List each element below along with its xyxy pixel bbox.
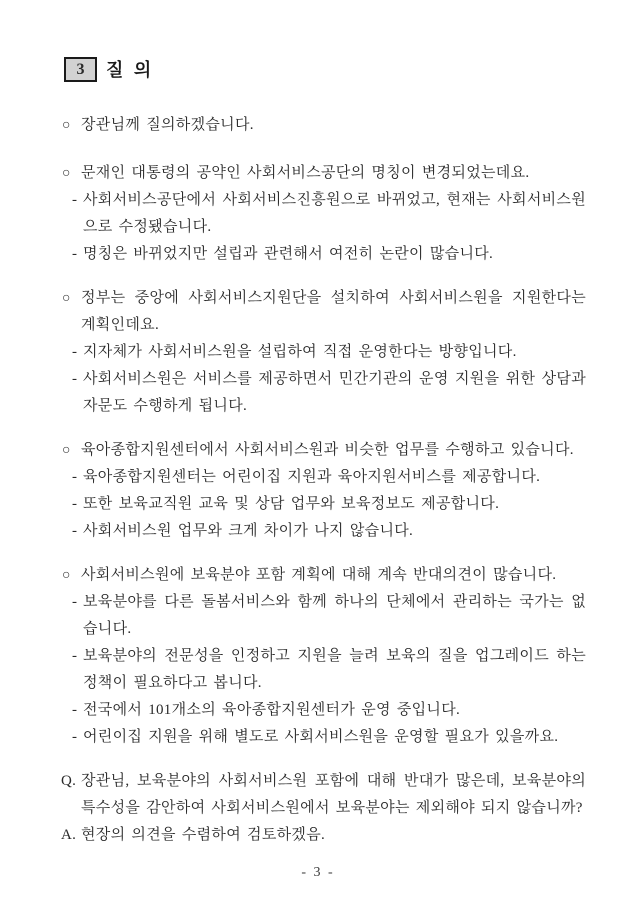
paragraph-block <box>50 437 586 545</box>
list-item <box>50 464 586 491</box>
item-text: 육아종합지원센터에서 사회서비스원과 비슷한 업무를 수행하고 있습니다. <box>81 442 574 458</box>
item-text: 지자체가 사회서비스원을 설립하여 직접 운영한다는 방향입니다. <box>83 344 517 360</box>
item-marker: - <box>72 523 78 539</box>
list-item <box>50 241 586 268</box>
section-number-box: 3 <box>64 57 97 82</box>
item-marker: - <box>72 192 78 208</box>
list-item <box>50 724 586 751</box>
list-item <box>50 187 586 241</box>
item-marker: - <box>72 729 78 745</box>
item-text: 보육분야를 다른 돌봄서비스와 함께 하나의 단체에서 관리하는 국가는 없습니다. <box>83 594 586 637</box>
paragraph-block <box>50 112 586 139</box>
page-number: - 3 - <box>301 865 335 880</box>
paragraph-block <box>50 160 586 268</box>
list-item <box>50 437 586 464</box>
list-item <box>50 491 586 518</box>
item-text: 현장의 의견을 수렴하여 검토하겠음. <box>81 827 326 843</box>
item-marker: - <box>72 702 78 718</box>
list-item <box>50 768 586 822</box>
item-marker: ○ <box>62 291 71 306</box>
item-text: 사회서비스원에 보육분야 포함 계획에 대해 계속 반대의견이 많습니다. <box>81 567 557 583</box>
document-body <box>50 112 586 849</box>
item-marker: - <box>72 469 78 485</box>
paragraph-block <box>50 285 586 420</box>
list-item <box>50 366 586 420</box>
list-item <box>50 562 586 589</box>
list-item <box>50 160 586 187</box>
item-marker: - <box>72 344 78 360</box>
item-text: 문재인 대통령의 공약인 사회서비스공단의 명칭이 변경되었는데요. <box>81 165 530 181</box>
item-text: 육아종합지원센터는 어린이집 지원과 육아지원서비스를 제공합니다. <box>83 469 541 485</box>
item-marker: A. <box>61 827 77 843</box>
item-marker: ○ <box>62 443 71 458</box>
section-header <box>64 56 586 82</box>
item-text: 사회서비스원 업무와 크게 차이가 나지 않습니다. <box>83 523 414 539</box>
paragraph-block <box>50 768 586 849</box>
item-text: 장관님, 보육분야의 사회서비스원 포함에 대해 반대가 많은데, 보육분야의 특수성을 감안하여 사회서비스원에서 보육분야는 제외해야 되지 않습니까? <box>81 773 586 816</box>
item-text: 또한 보육교직원 교육 및 상담 업무와 보육정보도 제공합니다. <box>83 496 500 512</box>
item-marker: - <box>72 246 78 262</box>
item-marker: ○ <box>62 166 71 181</box>
list-item <box>50 339 586 366</box>
item-marker: - <box>72 594 78 610</box>
item-text: 사회서비스원은 서비스를 제공하면서 민간기관의 운영 지원을 위한 상담과 자문도 수행하게 됩니다. <box>83 371 586 414</box>
list-item <box>50 822 586 849</box>
item-text: 전국에서 101개소의 육아종합지원센터가 운영 중입니다. <box>83 702 461 718</box>
item-marker: - <box>72 496 78 512</box>
item-text: 명칭은 바뀌었지만 설립과 관련해서 여전히 논란이 많습니다. <box>83 246 494 262</box>
item-marker: Q. <box>61 773 77 789</box>
item-text: 정부는 중앙에 사회서비스지원단을 설치하여 사회서비스원을 지원한다는 계획인데요. <box>81 290 586 333</box>
list-item <box>50 589 586 643</box>
list-item <box>50 518 586 545</box>
item-marker: ○ <box>62 118 71 133</box>
list-item <box>50 285 586 339</box>
item-marker: - <box>72 371 78 387</box>
item-marker: ○ <box>62 568 71 583</box>
list-item <box>50 643 586 697</box>
list-item <box>50 697 586 724</box>
list-item <box>50 112 586 139</box>
item-text: 보육분야의 전문성을 인정하고 지원을 늘려 보육의 질을 업그레이드 하는 정책이 필요하다고 봅니다. <box>83 648 586 691</box>
item-marker: - <box>72 648 78 664</box>
item-text: 어린이집 지원을 위해 별도로 사회서비스원을 운영할 필요가 있을까요. <box>83 729 559 745</box>
section-title: 질 의 <box>106 60 155 80</box>
paragraph-block <box>50 562 586 751</box>
item-text: 사회서비스공단에서 사회서비스진흥원으로 바뀌었고, 현재는 사회서비스원으로 수정됐습니다. <box>83 192 586 235</box>
item-text: 장관님께 질의하겠습니다. <box>81 117 254 133</box>
